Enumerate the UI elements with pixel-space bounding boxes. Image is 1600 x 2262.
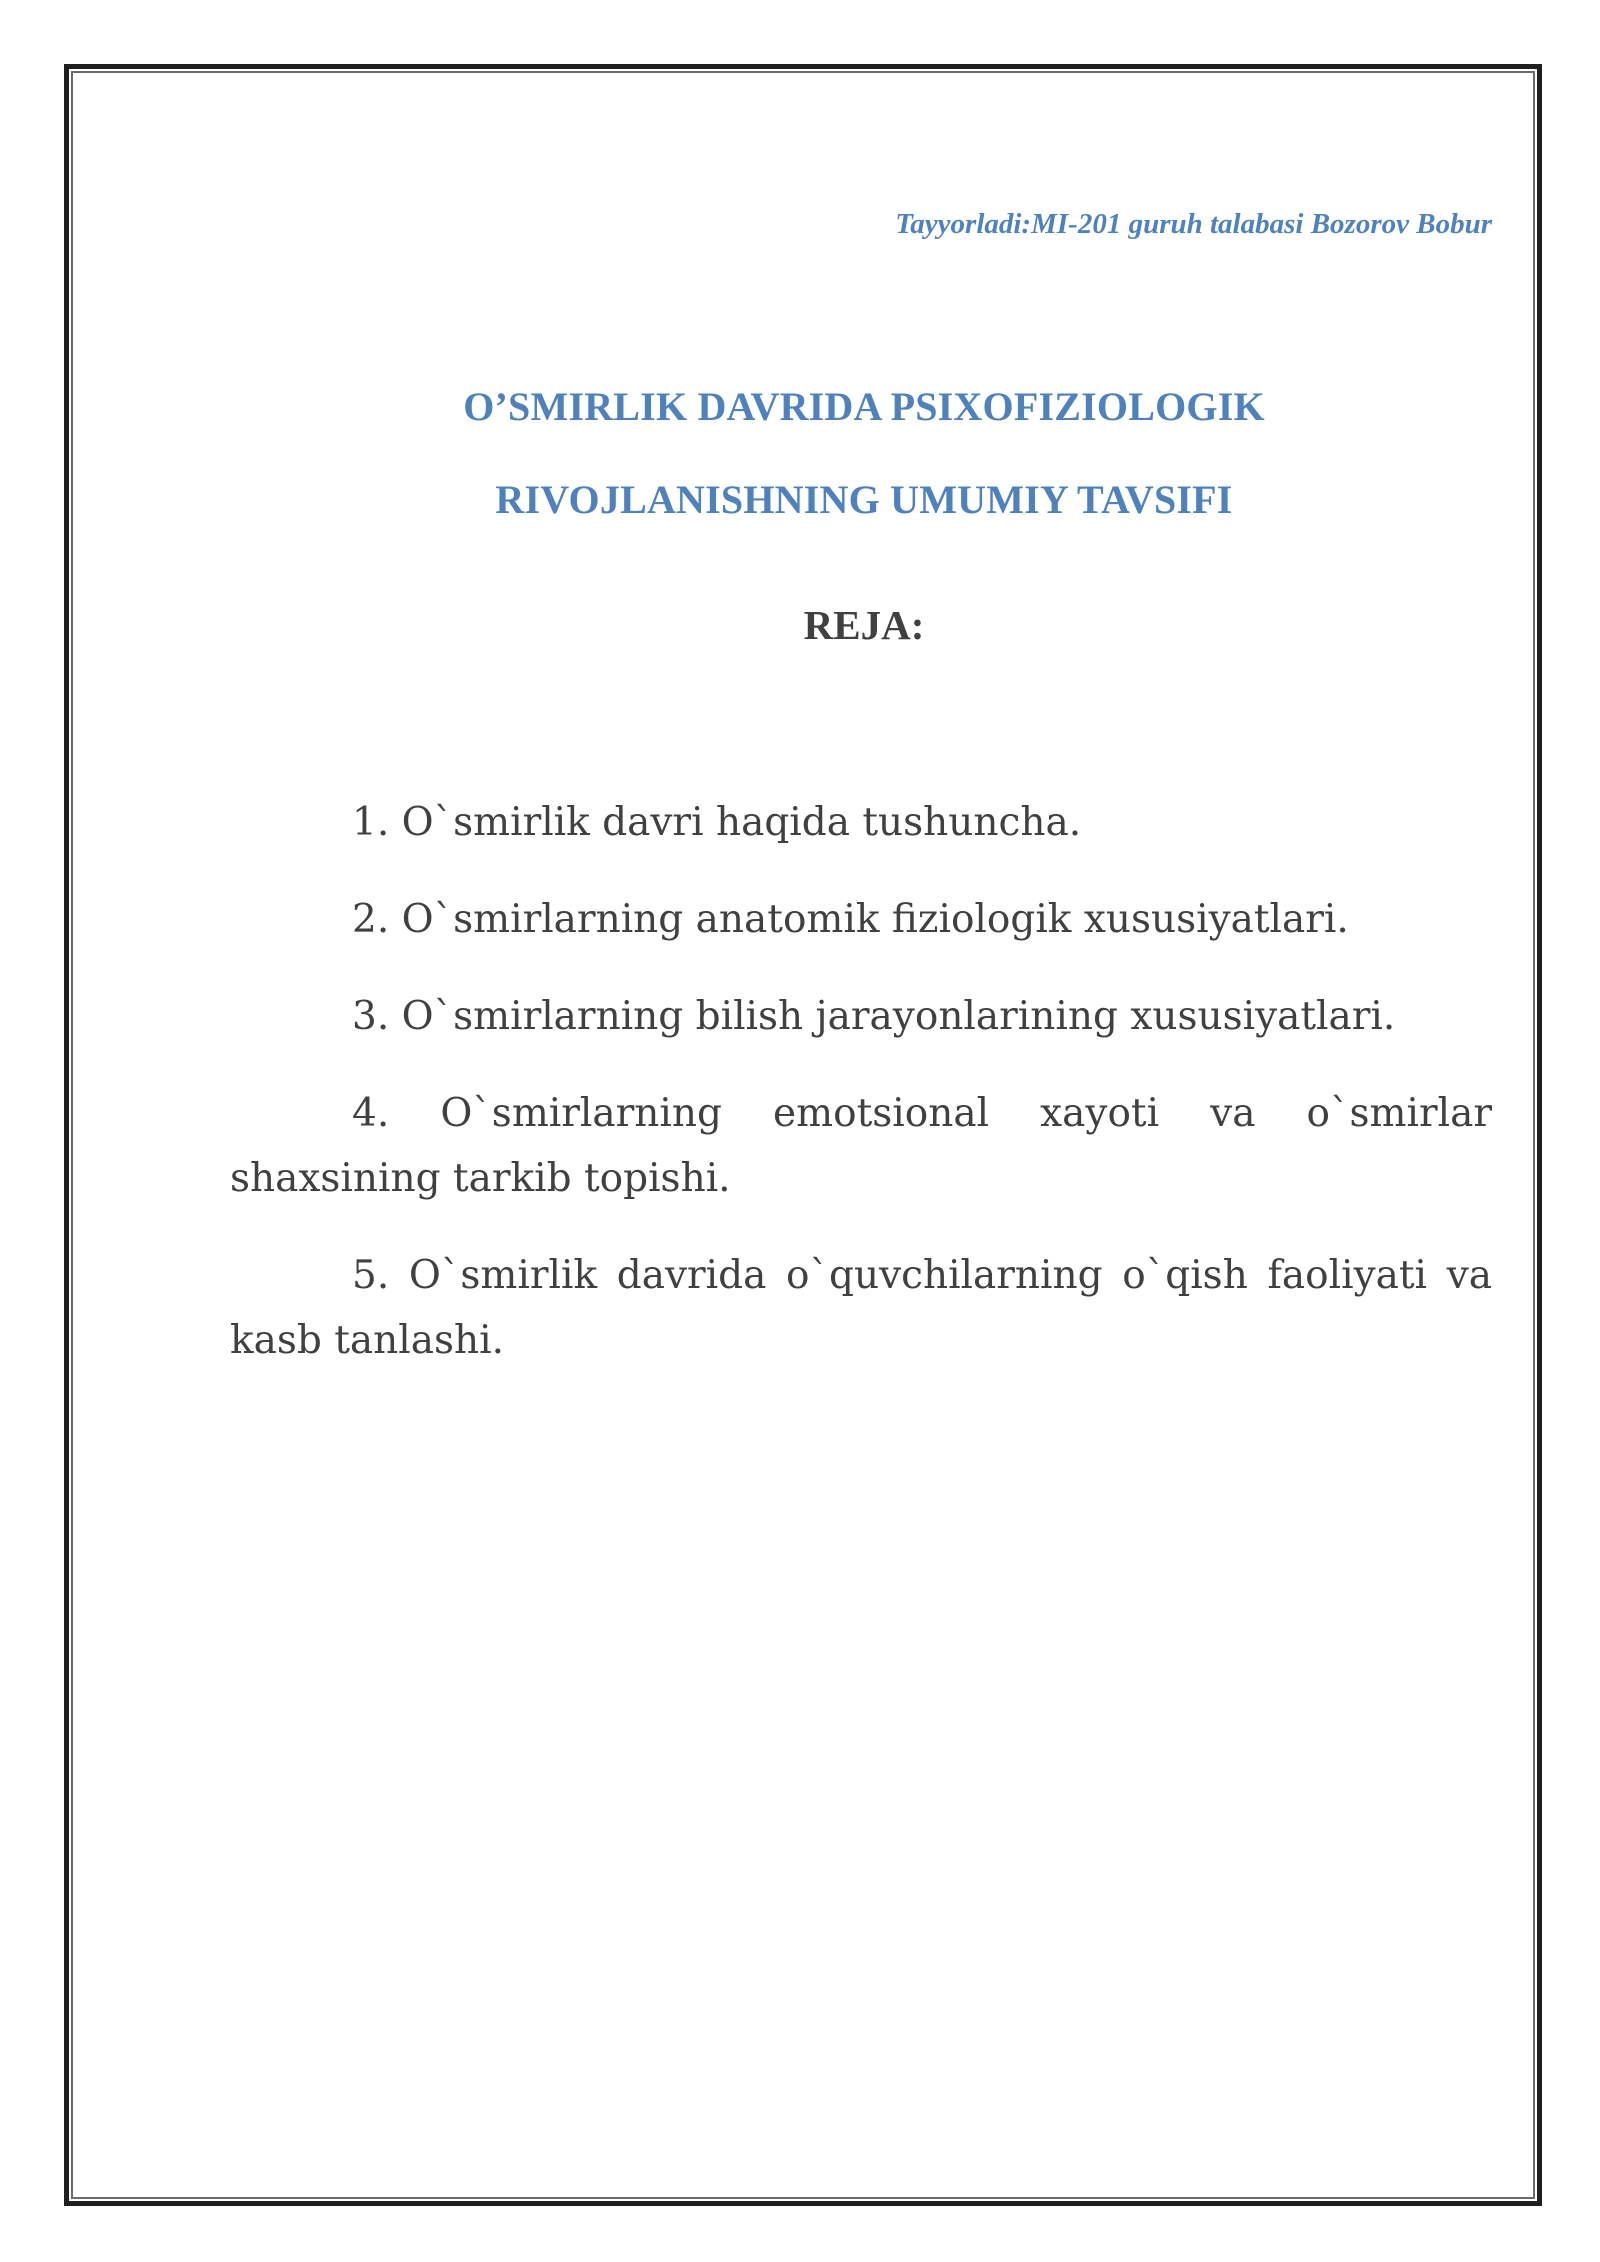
- plan-item: [230, 887, 1492, 952]
- plan-heading: REJA:: [803, 602, 925, 648]
- plan-item-text: O`smirlik davri haqida tushuncha.: [401, 800, 1082, 845]
- plan-item-number: 4.: [352, 1091, 390, 1136]
- plan-item-text: O`smirlarning bilish jarayonlarining xususiyatlari.: [401, 994, 1396, 1039]
- author-line: Tayyorladi:MI-201 guruh talabasi Bozorov Bobur: [895, 208, 1492, 240]
- plan-item-number: 5.: [352, 1253, 390, 1298]
- plan-item: [230, 984, 1492, 1049]
- title-line-1: O’SMIRLIK DAVRIDA PSIXOFIZIOLOGIK: [463, 384, 1265, 429]
- plan-item-text: O`smirlarning emotsional xayoti va o`smirlar shaxsining tarkib topishi.: [230, 1091, 1493, 1201]
- plan-item: [230, 790, 1492, 855]
- plan-list: [230, 790, 1492, 1405]
- plan-item: [230, 1081, 1492, 1211]
- plan-item-number: 1.: [352, 800, 390, 845]
- plan-item-number: 3.: [352, 994, 390, 1039]
- plan-item: [230, 1243, 1492, 1373]
- plan-item-text: O`smirlarning anatomik fiziologik xususiyatlari.: [401, 897, 1349, 942]
- plan-item-text: O`smirlik davrida o`quvchilarning o`qish faoliyati va kasb tanlashi.: [230, 1253, 1492, 1363]
- title-line-2: RIVOJLANISHNING UMUMIY TAVSIFI: [495, 477, 1233, 522]
- plan-item-number: 2.: [352, 897, 390, 942]
